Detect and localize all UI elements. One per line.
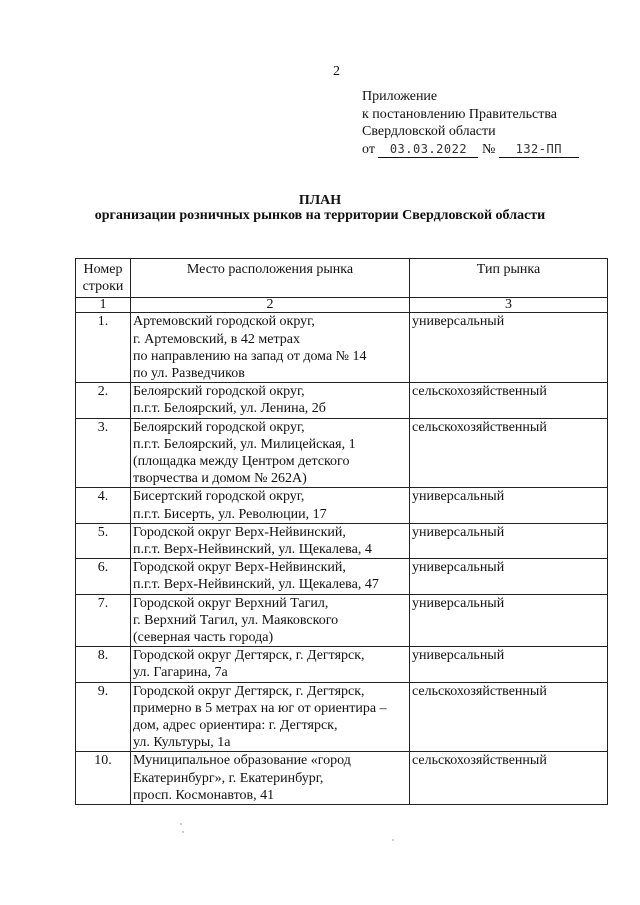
location-line: творчества и домом № 262А) [133, 471, 307, 487]
row-number: 1. [76, 313, 131, 383]
market-location [131, 594, 410, 647]
row-number: 6. [76, 559, 131, 594]
market-type: универсальный [410, 488, 608, 523]
market-location [131, 752, 410, 805]
table-row [76, 313, 608, 383]
market-type: сельскохозяйственный [410, 383, 608, 418]
market-location [131, 647, 410, 682]
location-line: (северная часть города) [133, 630, 274, 646]
row-number: 2. [76, 383, 131, 418]
markets-table [75, 258, 608, 805]
location-line: Городской округ Верхний Тагил, [133, 595, 329, 611]
table-row [76, 647, 608, 682]
table-row [76, 383, 608, 418]
number-label: № [481, 141, 496, 157]
location-line: Белоярский городской округ, [133, 419, 305, 435]
market-location [131, 523, 410, 558]
location-line: п.г.т. Верх-Нейвинский, ул. Щекалева, 4 [133, 542, 372, 558]
table-header-row [76, 259, 608, 298]
row-number: 3. [76, 418, 131, 488]
location-line: примерно в 5 метрах на юг от ориентира – [133, 700, 387, 716]
market-type: универсальный [410, 313, 608, 383]
market-type: сельскохозяйственный [410, 682, 608, 752]
market-type: универсальный [410, 594, 608, 647]
from-label: от [362, 141, 375, 157]
location-line: Артемовский городской округ, [133, 314, 315, 330]
location-line: Белоярский городской округ, [133, 384, 305, 400]
market-location [131, 488, 410, 523]
location-line: п.г.т. Верх-Нейвинский, ул. Щекалева, 47 [133, 577, 379, 593]
column-numbers-row [76, 298, 608, 313]
location-line: Городской округ Дегтярск, г. Дегтярск, [133, 648, 365, 664]
table-row [76, 682, 608, 752]
market-location [131, 383, 410, 418]
row-number: 5. [76, 523, 131, 558]
location-line: Муниципальное образование «город [133, 753, 351, 769]
appendix-block [362, 88, 579, 158]
column-number-2: 2 [131, 298, 410, 313]
scan-speck [182, 831, 184, 833]
location-line: Бисертский городской округ, [133, 489, 305, 505]
location-line: Екатеринбург», г. Екатеринбург, [133, 770, 324, 786]
header-row-number: Номер строки [76, 259, 131, 298]
market-type: универсальный [410, 647, 608, 682]
decree-date: 03.03.2022 [378, 142, 478, 158]
market-type: сельскохозяйственный [410, 752, 608, 805]
table-row [76, 559, 608, 594]
location-line: Городской округ Верх-Нейвинский, [133, 560, 346, 576]
table-row [76, 594, 608, 647]
table-row [76, 418, 608, 488]
market-location [131, 559, 410, 594]
market-type: универсальный [410, 523, 608, 558]
row-number: 4. [76, 488, 131, 523]
market-location [131, 313, 410, 383]
row-number: 7. [76, 594, 131, 647]
page-number: 2 [333, 64, 340, 79]
row-number: 8. [76, 647, 131, 682]
location-line: п.г.т. Белоярский, ул. Ленина, 2б [133, 401, 326, 417]
location-line: ул. Гагарина, 7а [133, 665, 228, 681]
plan-subtitle: организации розничных рынков на территории Свердловской области [94, 208, 546, 223]
row-number: 10. [76, 752, 131, 805]
market-type: универсальный [410, 559, 608, 594]
location-line: г. Верхний Тагил, ул. Маяковского [133, 612, 339, 628]
header-market-type: Тип рынка [410, 259, 608, 298]
market-location [131, 418, 410, 488]
location-line: просп. Космонавтов, 41 [133, 787, 275, 803]
market-location [131, 682, 410, 752]
location-line: по ул. Разведчиков [133, 366, 245, 382]
decree-number: 132-ПП [499, 142, 579, 158]
appendix-date-line [362, 141, 579, 159]
location-line: дом, адрес ориентира: г. Дегтярск, [133, 718, 338, 734]
location-line: ул. Культуры, 1а [133, 735, 231, 751]
location-line: (площадка между Центром детского [133, 454, 350, 470]
appendix-line-3: Свердловской области [362, 124, 496, 139]
header-location: Место расположения рынка [131, 259, 410, 298]
column-number-3: 3 [410, 298, 608, 313]
appendix-line-2: к постановлению Правительства [362, 106, 558, 122]
location-line: п.г.т. Белоярский, ул. Милицейская, 1 [133, 436, 356, 452]
location-line: п.г.т. Бисерть, ул. Революции, 17 [133, 506, 327, 522]
table-row [76, 523, 608, 558]
scan-speck [392, 839, 394, 841]
market-type: сельскохозяйственный [410, 418, 608, 488]
location-line: Городской округ Дегтярск, г. Дегтярск, [133, 683, 365, 699]
row-number: 9. [76, 682, 131, 752]
table-row [76, 488, 608, 523]
scan-speck [180, 823, 182, 825]
plan-title: ПЛАН [298, 193, 342, 208]
location-line: Городской округ Верх-Нейвинский, [133, 524, 346, 540]
appendix-line-1: Приложение [362, 89, 438, 104]
column-number-1: 1 [76, 298, 131, 313]
table-row [76, 752, 608, 805]
location-line: по направлению на запад от дома № 14 [133, 348, 367, 364]
location-line: г. Артемовский, в 42 метрах [133, 331, 300, 347]
